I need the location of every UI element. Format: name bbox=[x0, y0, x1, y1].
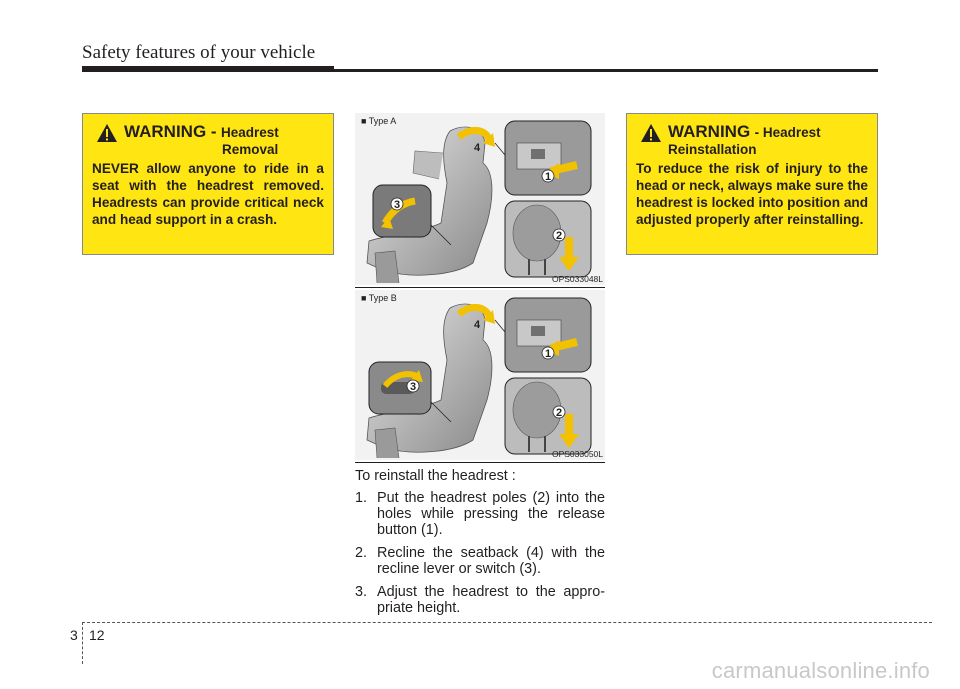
warning-header bbox=[636, 122, 868, 158]
footer-rule bbox=[82, 622, 932, 623]
callout-1: 1 bbox=[544, 348, 552, 360]
instruction-step bbox=[355, 545, 605, 577]
instructions-intro: To reinstall the headrest : bbox=[355, 468, 516, 484]
site-watermark: carmanualsonline.info bbox=[711, 658, 930, 683]
figure-label: ■ Type A bbox=[361, 116, 397, 126]
warning-box-headrest-reinstallation bbox=[626, 113, 878, 255]
warning-triangle-icon bbox=[96, 123, 118, 143]
callout-2: 2 bbox=[555, 407, 563, 419]
warning-triangle-icon bbox=[640, 123, 662, 143]
instruction-step bbox=[355, 584, 605, 616]
figure-divider bbox=[355, 462, 605, 463]
callout-4: 4 bbox=[473, 319, 481, 331]
callout-3: 3 bbox=[409, 381, 417, 393]
seat-illustration-type-a bbox=[355, 113, 605, 285]
warning-box-headrest-removal bbox=[82, 113, 334, 255]
step-text: Recline the seatback (4) with the recline lever or switch (3). bbox=[377, 545, 605, 577]
figure-code: OPS033050L bbox=[551, 449, 603, 459]
warning-word: WARNING bbox=[668, 122, 751, 141]
figure-divider bbox=[355, 287, 605, 288]
warning-subject-line2: Reinstallation bbox=[668, 142, 757, 157]
instructions-steps bbox=[355, 490, 605, 616]
chapter-number: 3 bbox=[70, 627, 78, 643]
warning-subject-line2: Removal bbox=[222, 142, 279, 157]
callout-1: 1 bbox=[544, 171, 552, 183]
warning-header bbox=[92, 122, 324, 158]
warning-word: WARNING - bbox=[124, 122, 217, 141]
page-number: 12 bbox=[89, 627, 105, 643]
figure-code: OPS033048L bbox=[551, 274, 603, 284]
figure-type-a bbox=[355, 113, 605, 285]
step-number: 1. bbox=[355, 490, 368, 506]
header-rule bbox=[82, 69, 878, 72]
callout-4: 4 bbox=[473, 142, 481, 154]
figure-type-b bbox=[355, 290, 605, 460]
page-header-title: Safety features of your vehicle bbox=[82, 42, 316, 63]
step-number: 2. bbox=[355, 545, 368, 561]
warning-subject: Headrest bbox=[221, 125, 279, 140]
callout-3: 3 bbox=[393, 199, 401, 211]
step-text: Put the headrest poles (2) into the holes while pressing the release button (1). bbox=[377, 490, 605, 538]
seat-illustration-type-b bbox=[355, 290, 605, 460]
instruction-step bbox=[355, 490, 605, 538]
warning-body: NEVER allow anyone to ride in a seat with the headrest removed. Headrests can provide critical neck and head support in a crash. bbox=[92, 161, 324, 227]
warning-body: To reduce the risk of injury to the head or neck, always make sure the headrest is locked into position and adjusted properly after reinstalling. bbox=[636, 161, 868, 227]
warning-subject: - Headrest bbox=[754, 125, 821, 140]
step-number: 3. bbox=[355, 584, 368, 600]
step-text: Adjust the headrest to the appro-priate height. bbox=[377, 584, 605, 616]
figure-label: ■ Type B bbox=[361, 293, 397, 303]
reinstall-instructions bbox=[355, 468, 605, 623]
callout-2: 2 bbox=[555, 230, 563, 242]
footer-divider bbox=[82, 622, 83, 664]
